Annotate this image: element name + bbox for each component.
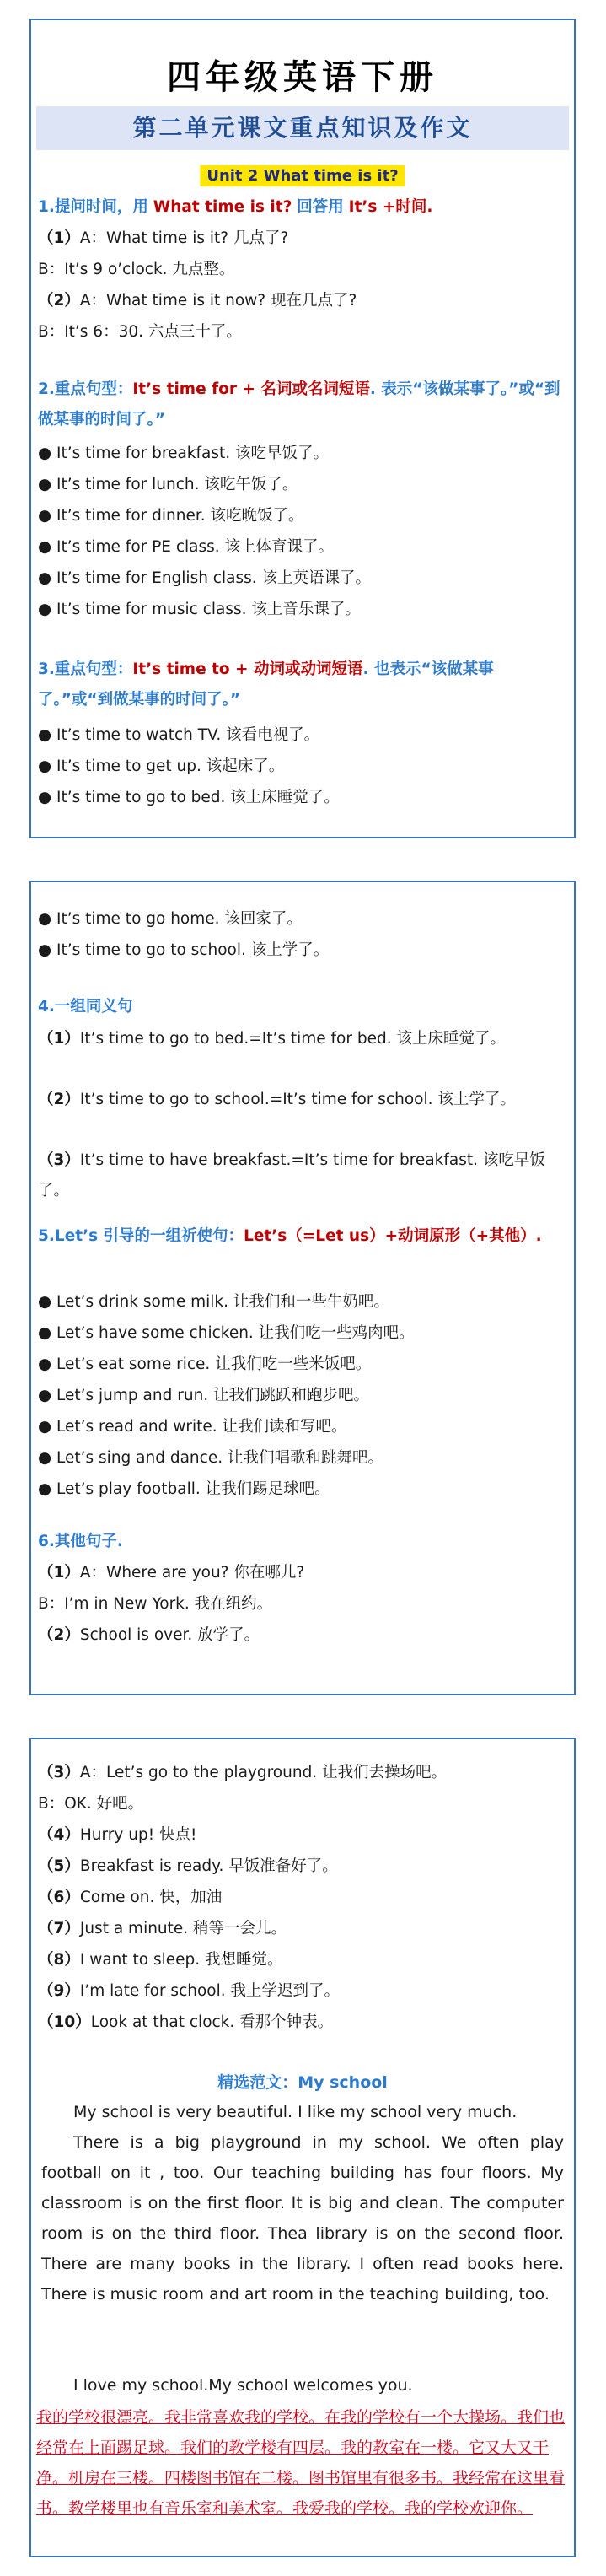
num-label: （9） — [38, 1982, 80, 2000]
list-item: ● Let’s sing and dance. 让我们唱歌和跳舞吧。 — [38, 1449, 383, 1467]
sec6-item-4 — [38, 1825, 567, 1846]
sec6-heading: 6.其他句子. — [38, 1533, 123, 1550]
num-label: （7） — [38, 1920, 80, 1937]
sec1-head-a: 1.提问时间，用 — [38, 198, 148, 216]
num-label: （5） — [38, 1857, 80, 1875]
sec1-heading — [38, 197, 567, 218]
sec1-head-d: It’s +时间. — [348, 198, 433, 216]
num-label: （10） — [38, 2013, 91, 2031]
list-item: ● Let’s eat some rice. 让我们吃一些米饭吧。 — [38, 1355, 372, 1373]
card-3 — [29, 1738, 576, 2557]
line-text: A：Let’s go to the playground. 让我们去操场吧。 — [79, 1764, 448, 1781]
num-label: （8） — [38, 1951, 80, 1969]
sec6-item-8 — [38, 1950, 567, 1970]
sec3-head-a: 3.重点句型： — [38, 660, 133, 678]
essay-title: 精选范文：My school — [217, 2073, 388, 2092]
list-item: ● It’s time to go to bed. 该上床睡觉了。 — [38, 789, 340, 806]
sec2-heading — [38, 375, 567, 435]
num-label: （1） — [38, 1564, 80, 1582]
sec6-item-6 — [38, 1888, 567, 1908]
sec6-item-7 — [38, 1919, 567, 1939]
num-label: （3） — [38, 1151, 80, 1169]
list-item: ● It’s time for English class. 该上英语课了。 — [38, 569, 371, 587]
unit-title: Unit 2 What time is it? — [200, 165, 405, 186]
line-text: It’s time to have breakfast.=It’s time for breakfast. 该吃早饭了。 — [38, 1151, 545, 1199]
essay-paragraph-2: There is a big playground in my school. We often play football on it , too. Our teaching building has four floors. My classroom is on the first floor. It is big and clean. The computer room is on the third floor. Thea library is on the second floor. There are many books in the library. I often read books here. There is music room and art room in the teaching building, too. — [41, 2133, 564, 2304]
num-label: （6） — [38, 1889, 80, 1906]
line-text: It’s time to go to school.=It’s time for school. 该上学了。 — [79, 1091, 516, 1108]
sec6-item-9 — [38, 1981, 567, 2002]
line-text: A：What time is it now? 现在几点了? — [79, 292, 357, 310]
sec6-item-3b — [38, 1794, 567, 1814]
list-item: ● Let’s jump and run. 让我们跳跃和跑步吧。 — [38, 1387, 370, 1404]
sec4-item-2 — [38, 1085, 567, 1115]
essay-paragraph-3: I love my school.My school welcomes you. — [73, 2376, 413, 2395]
sec2-head-b: It’s time for + 名词或名词短语 — [132, 380, 370, 398]
page-title: 四年级英语下册 — [167, 57, 438, 97]
line-text: Just a minute. 稍等一会儿。 — [79, 1920, 287, 1937]
sec1-line-4: B：It’s 6：30. 六点三十了。 — [38, 323, 242, 341]
sec5-head-a: 5.Let’s 引导的一组祈使句： — [38, 1227, 244, 1245]
sec6-line-1 — [38, 1563, 567, 1583]
list-item: ● Let’s have some chicken. 让我们吃一些鸡肉吧。 — [38, 1324, 415, 1342]
list-item: ● It’s time to watch TV. 该看电视了。 — [38, 726, 320, 744]
sec3-heading — [38, 655, 567, 715]
sec6-item-10 — [38, 2013, 567, 2033]
essay-translation: 我的学校很漂亮。我非常喜欢我的学校。在我的学校有一个大操场。我们也经常在上面踢足球。我们的教学楼有四层。我的教室在一楼。它又大又干净。机房在三楼。四楼图书馆在二楼。图书馆里有很多书。我经常在这里看书。教学楼里也有音乐室和美术室。我爱我的学校。我的学校欢迎你。 — [36, 2408, 566, 2518]
list-item: ● It’s time to go to school. 该上学了。 — [38, 941, 330, 959]
sec1-line-2: B：It’s 9 o’clock. 九点整。 — [38, 261, 235, 278]
line-text: School is over. 放学了。 — [79, 1626, 260, 1644]
list-item: ● It’s time to get up. 该起床了。 — [38, 757, 285, 775]
num-label: （2） — [38, 292, 80, 310]
card-2 — [29, 881, 576, 1695]
list-item: ● It’s time to go home. 该回家了。 — [38, 910, 303, 928]
sec1-head-c: 回答用 — [297, 198, 344, 216]
sec6-item-5 — [38, 1857, 567, 1877]
line-text: It’s time to go to bed.=It’s time for bed. 该上床睡觉了。 — [79, 1030, 506, 1048]
line-text: A：Where are you? 你在哪儿? — [79, 1564, 305, 1582]
num-label: （2） — [38, 1626, 80, 1644]
list-item: ● Let’s read and write. 让我们读和写吧。 — [38, 1418, 347, 1436]
list-item: ● It’s time for breakfast. 该吃早饭了。 — [38, 445, 330, 462]
sec1-line-1 — [38, 229, 567, 249]
sec5-head-b: Let’s（=Let us）+动词原形（+其他）. — [244, 1227, 542, 1245]
list-item: ● It’s time for PE class. 该上体育课了。 — [38, 538, 335, 556]
sec2-head-a: 2.重点句型： — [38, 380, 133, 398]
num-label: （1） — [38, 1030, 80, 1048]
line-text: Hurry up! 快点! — [79, 1826, 197, 1844]
sec3-head-c: . 也表示“该做某事了。”或“到做某事的时间了。” — [38, 660, 494, 709]
sec4-heading: 4.一组同义句 — [38, 998, 133, 1016]
sec6-line-2: B：I’m in New York. 我在纽约。 — [38, 1595, 273, 1613]
list-item: ● It’s time for dinner. 该吃晚饭了。 — [38, 507, 304, 525]
num-label: （3） — [38, 1764, 80, 1781]
sec4-item-1 — [38, 1024, 567, 1054]
sec4-item-3 — [38, 1145, 567, 1206]
sec3-head-b: It’s time to + 动词或动词短语 — [132, 660, 363, 678]
card-1 — [29, 19, 576, 838]
sec6-item-3 — [38, 1763, 567, 1783]
num-label: （1） — [38, 229, 80, 247]
line-text: Breakfast is ready. 早饭准备好了。 — [79, 1857, 338, 1875]
line-text: I’m late for school. 我上学迟到了。 — [79, 1982, 340, 2000]
line-text: Come on. 快，加油 — [79, 1889, 223, 1906]
line-text: A：What time is it? 几点了? — [79, 229, 289, 247]
line-text: B：OK. 好吧。 — [38, 1795, 144, 1813]
sec1-line-3 — [38, 291, 567, 311]
sec2-head-c: . 表示“该做某事了。”或“到做某事的时间了。” — [38, 380, 560, 428]
sec6-line-3 — [38, 1625, 567, 1646]
list-item: ● It’s time for lunch. 该吃午饭了。 — [38, 476, 298, 493]
sec5-heading — [38, 1221, 567, 1252]
sec1-head-b: What time is it? — [153, 198, 292, 216]
line-text: I want to sleep. 我想睡觉。 — [79, 1951, 283, 1969]
num-label: （4） — [38, 1826, 80, 1844]
banner-subtitle: 第二单元课文重点知识及作文 — [36, 106, 569, 150]
essay-paragraph-1: My school is very beautiful. I like my school very much. — [73, 2103, 518, 2121]
line-text: Look at that clock. 看那个钟表。 — [90, 2013, 334, 2031]
list-item: ● Let’s play football. 让我们踢足球吧。 — [38, 1480, 330, 1498]
list-item: ● Let’s drink some milk. 让我们和一些牛奶吧。 — [38, 1293, 389, 1311]
num-label: （2） — [38, 1091, 80, 1108]
list-item: ● It’s time for music class. 该上音乐课了。 — [38, 601, 361, 618]
